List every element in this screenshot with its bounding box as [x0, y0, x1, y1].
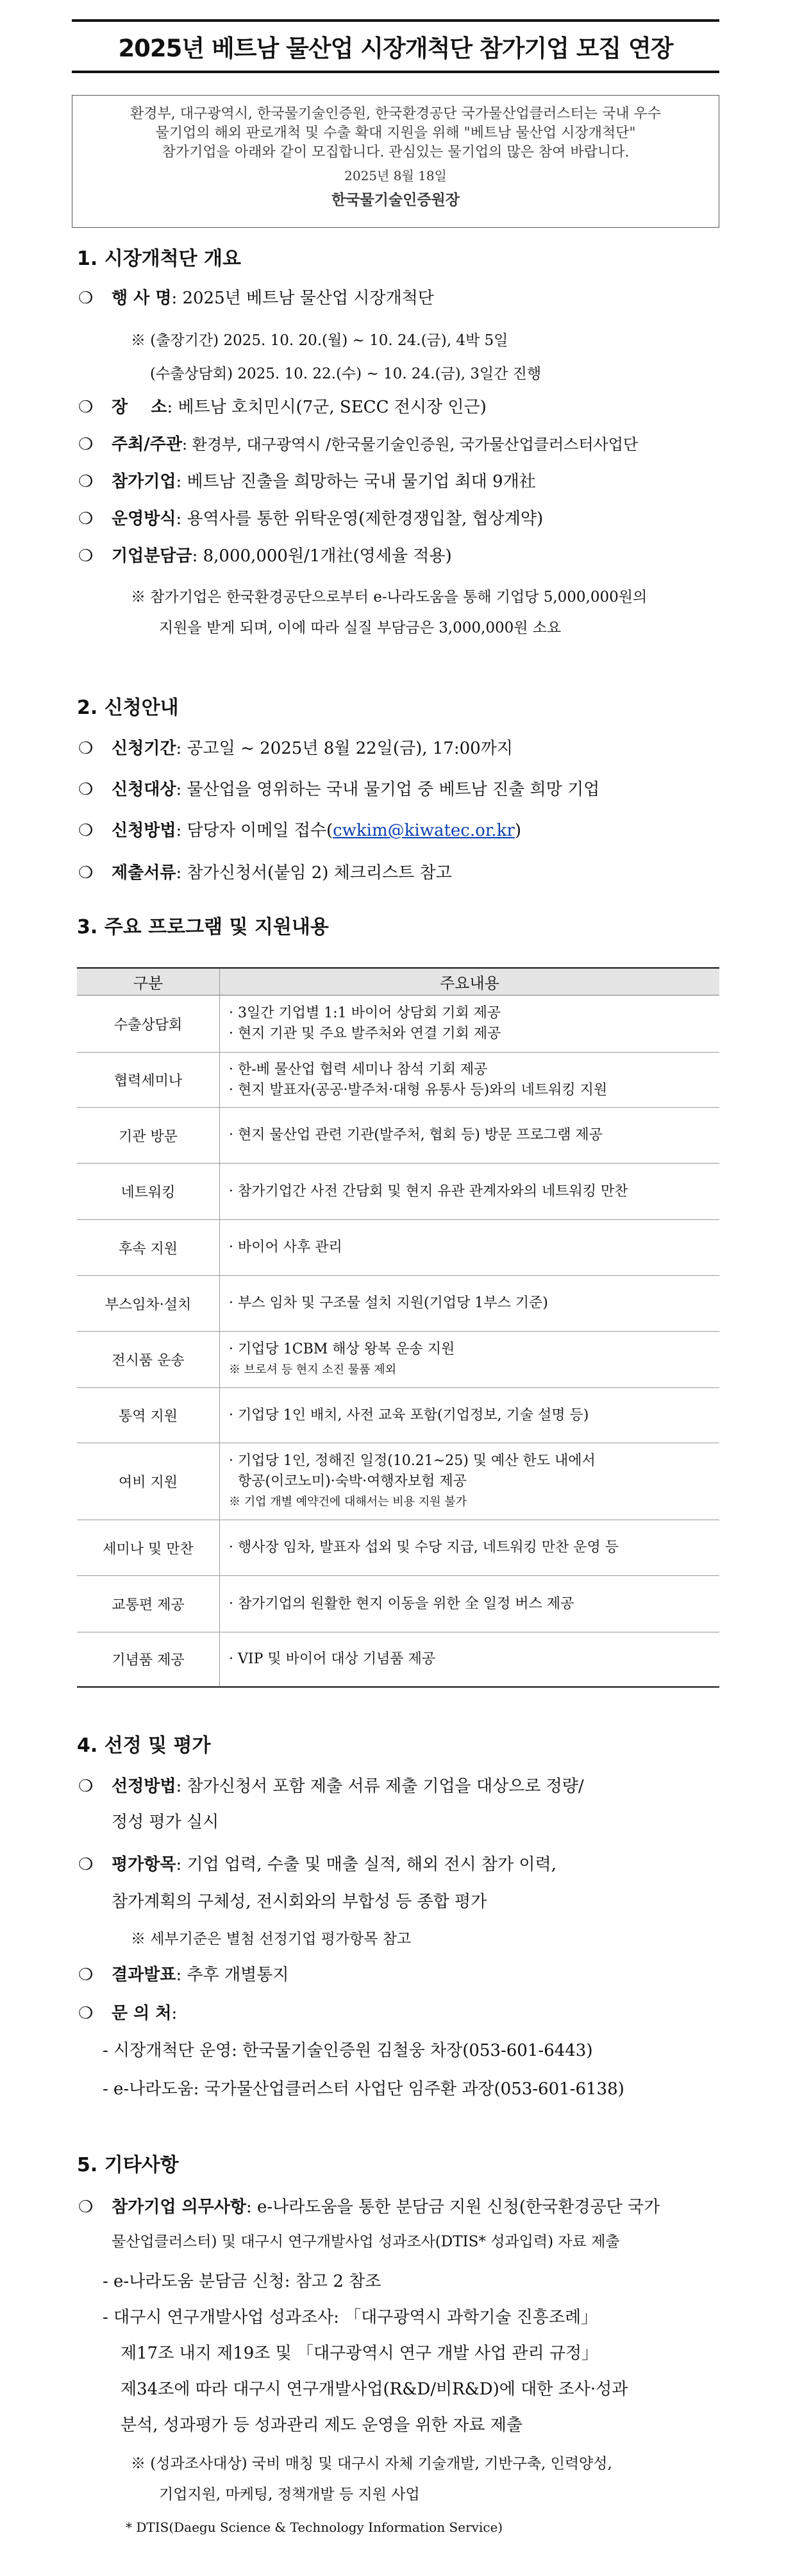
title-box: [72, 19, 719, 73]
row-content: · 3일간 기업별 1:1 바이어 상담회 기회 제공 · 현지 기관 및 주요 발주처와 연결 기회 제공: [220, 996, 720, 1053]
row-content: · 기업당 1CBM 해상 왕복 운송 지원 ※ 브로셔 등 현지 소진 물품 제외: [220, 1332, 720, 1388]
intro-line: 환경부, 대구광역시, 한국물기술인증원, 한국환경공단 국가물산업클러스터는 국내 우수: [130, 106, 661, 122]
table-row: [77, 1053, 719, 1108]
circle-bullet-icon: ❍: [78, 780, 94, 799]
s5-note-2: * DTIS(Daegu Science & Technology Information Service): [126, 2520, 503, 2535]
row-content: · 현지 물산업 관련 기관(발주처, 협회 등) 방문 프로그램 제공: [220, 1108, 720, 1164]
row-name: 네트워킹: [77, 1164, 220, 1220]
s4-contact-2: - e-나라도움: 국가물산업클러스터 사업단 임주환 과장(053-601-6138): [103, 2080, 624, 2099]
section-1-heading: 1. 시장개척단 개요: [77, 248, 242, 270]
section-5-heading: 5. 기타사항: [77, 2154, 179, 2176]
circle-bullet-icon: ❍: [78, 1777, 94, 1796]
row-name: 후속 지원: [77, 1220, 220, 1276]
circle-bullet-icon: ❍: [78, 2198, 94, 2217]
table-row: [77, 1576, 719, 1632]
row-name: 부스임차·설치: [77, 1276, 220, 1332]
circle-bullet-icon: ❍: [78, 509, 94, 529]
intro-line: 물기업의 해외 판로개척 및 수출 확대 지원을 위해 "베트남 물산업 시장개척단": [155, 125, 636, 141]
table-row: [77, 1276, 719, 1332]
table-row: [77, 1520, 719, 1576]
row-name: 교통편 제공: [77, 1576, 220, 1632]
row-name: 전시품 운송: [77, 1332, 220, 1388]
row-name: 협력세미나: [77, 1053, 220, 1108]
circle-bullet-icon: ❍: [78, 863, 94, 883]
row-name: 기념품 제공: [77, 1632, 220, 1687]
s1-fee-note-1: ※ 참가기업은 한국환경공단으로부터 e-나라도움을 통해 기업당 5,000,000원의: [131, 589, 648, 606]
circle-bullet-icon: ❍: [78, 2004, 94, 2023]
section-3-heading: 3. 주요 프로그램 및 지원내용: [77, 916, 329, 938]
section-4-heading: 4. 선정 및 평가: [77, 1734, 211, 1757]
intro-date: 2025년 8월 18일: [344, 168, 447, 183]
email-link[interactable]: cwkim@kiwatec.or.kr: [333, 821, 515, 840]
circle-bullet-icon: ❍: [78, 289, 94, 308]
row-content: · 행사장 임차, 발표자 섭외 및 수당 지급, 네트워킹 만찬 운영 등: [220, 1520, 720, 1576]
row-content: · 바이어 사후 관리: [220, 1220, 720, 1276]
table-row: [77, 1220, 719, 1276]
circle-bullet-icon: ❍: [78, 821, 94, 840]
table-row: [77, 1388, 719, 1443]
s5-note-1-cont: 기업지원, 마케팅, 정책개발 등 지원 사업: [159, 2486, 420, 2503]
s4-selection-cont: 정성 평가 실시: [112, 1813, 219, 1832]
row-name: 기관 방문: [77, 1108, 220, 1164]
page-title: 2025년 베트남 물산업 시장개척단 참가기업 모집 연장: [118, 35, 673, 62]
circle-bullet-icon: ❍: [78, 547, 94, 566]
s1-item-fee: ❍ 기업분담금: 8,000,000원/1개社(영세율 적용): [78, 547, 452, 566]
s2-item-docs: ❍ 제출서류: 참가신청서(붙임 2) 체크리스트 참고: [78, 863, 452, 883]
s1-period-2: (수출상담회) 2025. 10. 22.(수) ~ 10. 24.(금), 3일간 진행: [150, 366, 542, 382]
s4-item-contact: ❍ 문 의 처:: [78, 2004, 178, 2023]
s1-fee-note-2: 지원을 받게 되며, 이에 따라 실질 부담금은 3,000,000원 소요: [159, 620, 562, 636]
s4-eval-cont: 참가계획의 구체성, 전시회와의 부합성 등 종합 평가: [112, 1892, 487, 1911]
circle-bullet-icon: ❍: [78, 1855, 94, 1874]
row-name: 여비 지원: [77, 1443, 220, 1520]
s2-item-period: ❍ 신청기간: 공고일 ~ 2025년 8월 22일(금), 17:00까지: [78, 739, 513, 758]
s1-item-name: ❍ 행 사 명: 2025년 베트남 물산업 시장개척단: [78, 289, 434, 308]
table-row: [77, 1443, 719, 1520]
circle-bullet-icon: ❍: [78, 472, 94, 491]
row-name: 수출상담회: [77, 996, 220, 1053]
program-table: [77, 967, 719, 1688]
table-row: [77, 1108, 719, 1164]
s5-d2-line3: 제34조에 따라 대구시 연구개발사업(R&D/비R&D)에 대한 조사·성과: [121, 2380, 628, 2399]
table-row: [77, 1332, 719, 1388]
s2-item-target: ❍ 신청대상: 물산업을 영위하는 국내 물기업 중 베트남 진출 희망 기업: [78, 780, 600, 799]
s4-eval-note: ※ 세부기준은 별첨 선정기업 평가항목 참고: [131, 1931, 412, 1947]
row-name: 세미나 및 만찬: [77, 1520, 220, 1576]
s1-item-companies: ❍ 참가기업: 베트남 진출을 희망하는 국내 물기업 최대 9개社: [78, 472, 536, 491]
s5-duty-cont: 물산업클러스터) 및 대구시 연구개발사업 성과조사(DTIS* 성과입력) 자료 제출: [112, 2233, 620, 2250]
row-content: · 참가기업의 원활한 현지 이동을 위한 全 일정 버스 제공: [220, 1576, 720, 1632]
s1-item-place: ❍ 장 소: 베트남 호치민시(7군, SECC 전시장 인근): [78, 398, 487, 417]
s1-period-1: ※ (출장기간) 2025. 10. 20.(월) ~ 10. 24.(금), 4박 5일: [131, 332, 508, 349]
s5-d2-line2: 제17조 내지 제19조 및 「대구광역시 연구 개발 사업 관리 규정」: [121, 2344, 599, 2363]
s1-item-host: ❍ 주최/주관: 환경부, 대구광역시 /한국물기술인증원, 국가물산업클러스터사업단: [78, 435, 639, 454]
table-header-category: 구분: [77, 968, 220, 996]
intro-box: [72, 95, 719, 228]
s2-item-method: ❍ 신청방법: 담당자 이메일 접수(cwkim@kiwatec.or.kr): [78, 821, 521, 840]
table-row: [77, 1164, 719, 1220]
s4-item-selection: ❍ 선정방법: 참가신청서 포함 제출 서류 제출 기업을 대상으로 정량/: [78, 1777, 584, 1796]
table-header-content: 주요내용: [220, 968, 720, 996]
row-content: · VIP 및 바이어 대상 기념품 제공: [220, 1632, 720, 1687]
s1-item-operation: ❍ 운영방식: 용역사를 통한 위탁운영(제한경쟁입찰, 협상계약): [78, 509, 544, 529]
row-content: · 참가기업간 사전 간담회 및 현지 유관 관계자와의 네트워킹 만찬: [220, 1164, 720, 1220]
circle-bullet-icon: ❍: [78, 398, 94, 417]
row-content: · 기업당 1인, 정해진 일정(10.21~25) 및 예산 한도 내에서 항공(이코노미)·숙박·여행자보험 제공 ※ 기업 개별 예약건에 대해서는 비용 지원 불가: [220, 1443, 720, 1520]
row-content: · 기업당 1인 배치, 사전 교육 포함(기업정보, 기술 설명 등): [220, 1388, 720, 1443]
s5-d2-line4: 분석, 성과평가 등 성과관리 제도 운영을 위한 자료 제출: [121, 2416, 523, 2435]
s5-note-1: ※ (성과조사대상) 국비 매칭 및 대구시 자체 기술개발, 기반구축, 인력양성,: [131, 2455, 612, 2472]
row-content: · 부스 임차 및 구조물 설치 지원(기업당 1부스 기준): [220, 1276, 720, 1332]
row-name: 통역 지원: [77, 1388, 220, 1443]
s5-d1: - e-나라도움 분담금 신청: 참고 2 참조: [103, 2272, 381, 2291]
table-row: [77, 996, 719, 1053]
s4-item-eval: ❍ 평가항목: 기업 업력, 수출 및 매출 실적, 해외 전시 참가 이력,: [78, 1855, 556, 1874]
intro-line: 참가기업을 아래와 같이 모집합니다. 관심있는 물기업의 많은 참여 바랍니다.: [162, 144, 630, 160]
circle-bullet-icon: ❍: [78, 739, 94, 758]
s4-item-result: ❍ 결과발표: 추후 개별통지: [78, 1965, 289, 1985]
circle-bullet-icon: ❍: [78, 1965, 94, 1985]
section-2-heading: 2. 신청안내: [77, 697, 179, 719]
row-content: · 한-베 물산업 협력 세미나 참석 기회 제공 · 현지 발표자(공공·발주처·대형 유통사 등)와의 네트워킹 지원: [220, 1053, 720, 1108]
circle-bullet-icon: ❍: [78, 435, 94, 454]
s5-d2-line1: - 대구시 연구개발사업 성과조사: 「대구광역시 과학기술 진흥조례」: [103, 2308, 598, 2327]
s5-item-duty: ❍ 참가기업 의무사항: e-나라도움을 통한 분담금 지원 신청(한국환경공단 국가: [78, 2198, 660, 2217]
intro-org: 한국물기술인증원장: [331, 191, 460, 208]
table-row: [77, 1632, 719, 1687]
s4-contact-1: - 시장개척단 운영: 한국물기술인증원 김철웅 차장(053-601-6443): [103, 2041, 593, 2060]
